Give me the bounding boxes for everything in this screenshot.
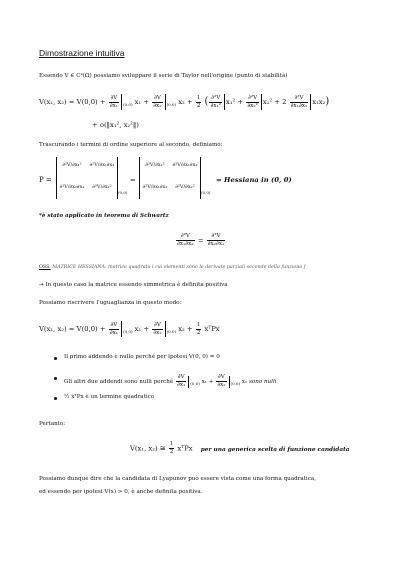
page-title: Dimostrazione intuitiva — [39, 48, 125, 58]
hessian-matrix-generic: ∂²V/∂x₁² ∂²V/∂x₁∂x₂ ∂²V/∂x₂∂x₁ ∂²V/∂x₂² — [56, 157, 118, 199]
conclusion-line-1: Possiamo dunque dire che la candidata di Lyapunov può essere vista come una forma quadratica, — [39, 476, 316, 482]
taylor-d2: $\frac{\partial V}{\text{∂x₂}}$ — [153, 94, 162, 109]
schwarz-equation: $\frac{\text{∂²V}}{\text{∂x₁∂x₂}}$ = $\frac{\text{∂²V}}{\text{∂x₂∂x₁}}$ — [177, 233, 225, 247]
hessian-matrix-symmetric: ∂²V/∂x₁² ∂²V/∂x₁∂x₂ ∂²V/∂x₁∂x₂ ∂²V/∂x₂² — [139, 157, 201, 199]
hessian-lhs: P = — [39, 176, 52, 184]
schwarz-note: *è stato applicato in teorema di Schwartz — [39, 213, 169, 219]
bullet-dot — [54, 397, 57, 400]
taylor-lhs: V(x₁, x₂) = V(0,0) + — [39, 98, 106, 106]
symmetry-note: → In questo caso la matrice essendo simmetrica è definita positiva — [39, 282, 228, 288]
conclusion-line-2: ed essendo per ipotesi V(x) > 0, è anche definita positiva. — [39, 489, 203, 495]
bullet-item: Gli altri due addendi sono nulli perché $\frac{\partial V}{\text{∂x₁}}$ $_{(0,0)}$ x₁ + $\frac{\partial V}{\text{∂x₂}}$ $_{(0,0)}$ x₂ sono nulli — [64, 374, 277, 388]
bullet-item: ½ xᵀPx è un termine quadratico — [64, 394, 155, 400]
taylor-d1: $\frac{\partial V}{\text{∂x₁}}$ — [109, 94, 119, 109]
hessian-label: = Hessiana in (0, 0) — [216, 176, 292, 184]
bullet-dot — [54, 377, 57, 380]
quadratic-equation: V(x₁, x₂) = V(0,0) + $\frac{\partial V}{\text{∂x₁}}$ $_{(0,0)}$ x₁ + $\frac{\partial V}{\text{∂x₂}}$ $_{(0,0)}$ x₂ + $\frac{1}{2}$ xᵀPx — [39, 321, 220, 336]
bullet-dot — [54, 357, 57, 360]
taylor-h2: $\frac{\text{∂²V}}{\text{∂x₂²}}$ — [247, 94, 258, 109]
taylor-remainder: + o(‖x₁², x₂²‖) — [92, 121, 139, 129]
document-page: Dimostrazione intuitiva Essendo V ∈ C²(Ω) possiamo sviluppare il serie di Taylor nell'origine (punto di stabilità) V(x₁, x₂) = V(0,0) + $\frac{\partial V}{\text{∂x₁}}$ $_{(0,0)}$ x₁ + $\frac{\partial V}{\text{∂x₂}}$ $_{(0,0)}$ x₂ + $\frac{1}{2}$ ( $\frac{\text{∂²V}}{\text{∂x₁²}}$ x₁² + $\frac{\text{∂²V}}{\text{∂x₂²}}$ x₂² + 2 $\frac{\text{∂²V}}{\text{∂x₁∂x₂}}$ x₁x₂) + o(‖x₁², x₂²‖) Trascurando i termini di ordine superiore al secondo, definiamo: P = ∂²V/∂x₁² ∂²V/∂x₁∂x₂ ∂²V/∂x₂∂x₁ ∂²V/∂x₂² (0,0) = ∂²V/∂x₁² ∂²V/∂x₁∂x₂ ∂²V/∂x₁∂x₂ ∂²V/∂x₂² (0,0) = Hessiana in (0, 0) *è stato applicato in teorema di Schwartz $\frac{\text{∂²V}}{\text{∂x₁∂x₂}}$ = $\frac{\text{∂²V}}{\text{∂x₂∂x₁}}$ OSS. MATRICE HESSIANA: matrice quadrata i cui elementi sono le derivate parziali seconde della funzione f → In questo caso la matrice essendo simmetrica è definita positiva Possiamo riscrivere l'uguaglianza in questo modo: V(x₁, x₂) = V(0,0) + $\frac{\partial V}{\text{∂x₁}}$ $_{(0,0)}$ x₁ + $\frac{\partial V}{\text{∂x₂}}$ $_{(0,0)}$ x₂ + $\frac{1}{2}$ xᵀPx Il primo addendo è nullo perché per ipotesi V(0, 0) = 0 Gli altri due addendi sono nulli perché $\frac{\partial V}{\text{∂x₁}}$ $_{(0,0)}$ x₁ + $\frac{\partial V}{\text{∂x₂}}$ $_{(0,0)}$ x₂ sono nulli ½ xᵀPx è un termine quadratico Pertanto: V(x₁, x₂) ≅ $\frac{1}{2}$ xᵀPx per una generica scelta di funzione candidata Possiamo dunque dire che la candidata di Lyapunov può essere vista come una forma quadratica, ed essendo per ipotesi V(x) > 0, è anche definita positiva. — [39, 48, 350, 495]
bullet-item: Il primo addendo è nullo perché per ipotesi V(0, 0) = 0 — [64, 354, 220, 360]
intro-paragraph: Essendo V ∈ C²(Ω) possiamo sviluppare il serie di Taylor nell'origine (punto di stabilità) — [39, 73, 288, 79]
taylor-h3: $\frac{\text{∂²V}}{\text{∂x₁∂x₂}}$ — [290, 94, 308, 109]
taylor-h1: $\frac{\text{∂²V}}{\text{∂x₁²}}$ — [210, 94, 221, 109]
hessian-definition-note: OSS. MATRICE HESSIANA: matrice quadrata i cui elementi sono le derivate parziali seconde della funzione f — [39, 265, 306, 270]
truncation-paragraph: Trascurando i termini di ordine superiore al secondo, definiamo: — [39, 142, 223, 148]
therefore-label: Pertanto: — [39, 421, 66, 427]
rewrite-paragraph: Possiamo riscrivere l'uguaglianza in questo modo: — [39, 300, 182, 306]
taylor-equation: V(x₁, x₂) = V(0,0) + $\frac{\partial V}{\text{∂x₁}}$ $_{(0,0)}$ x₁ + $\frac{\partial V}{\text{∂x₂}}$ $_{(0,0)}$ x₂ + $\frac{1}{2}$ ( $\frac{\text{∂²V}}{\text{∂x₁²}}$ x₁² + $\frac{\text{∂²V}}{\text{∂x₂²}}$ x₂² + 2 $\frac{\text{∂²V}}{\text{∂x₁∂x₂}}$ x₁x₂) — [39, 94, 330, 109]
taylor-half: $\frac{1}{2}$ — [196, 94, 201, 109]
final-equation: V(x₁, x₂) ≅ $\frac{1}{2}$ xᵀPx per una generica scelta di funzione candidata — [130, 441, 350, 455]
